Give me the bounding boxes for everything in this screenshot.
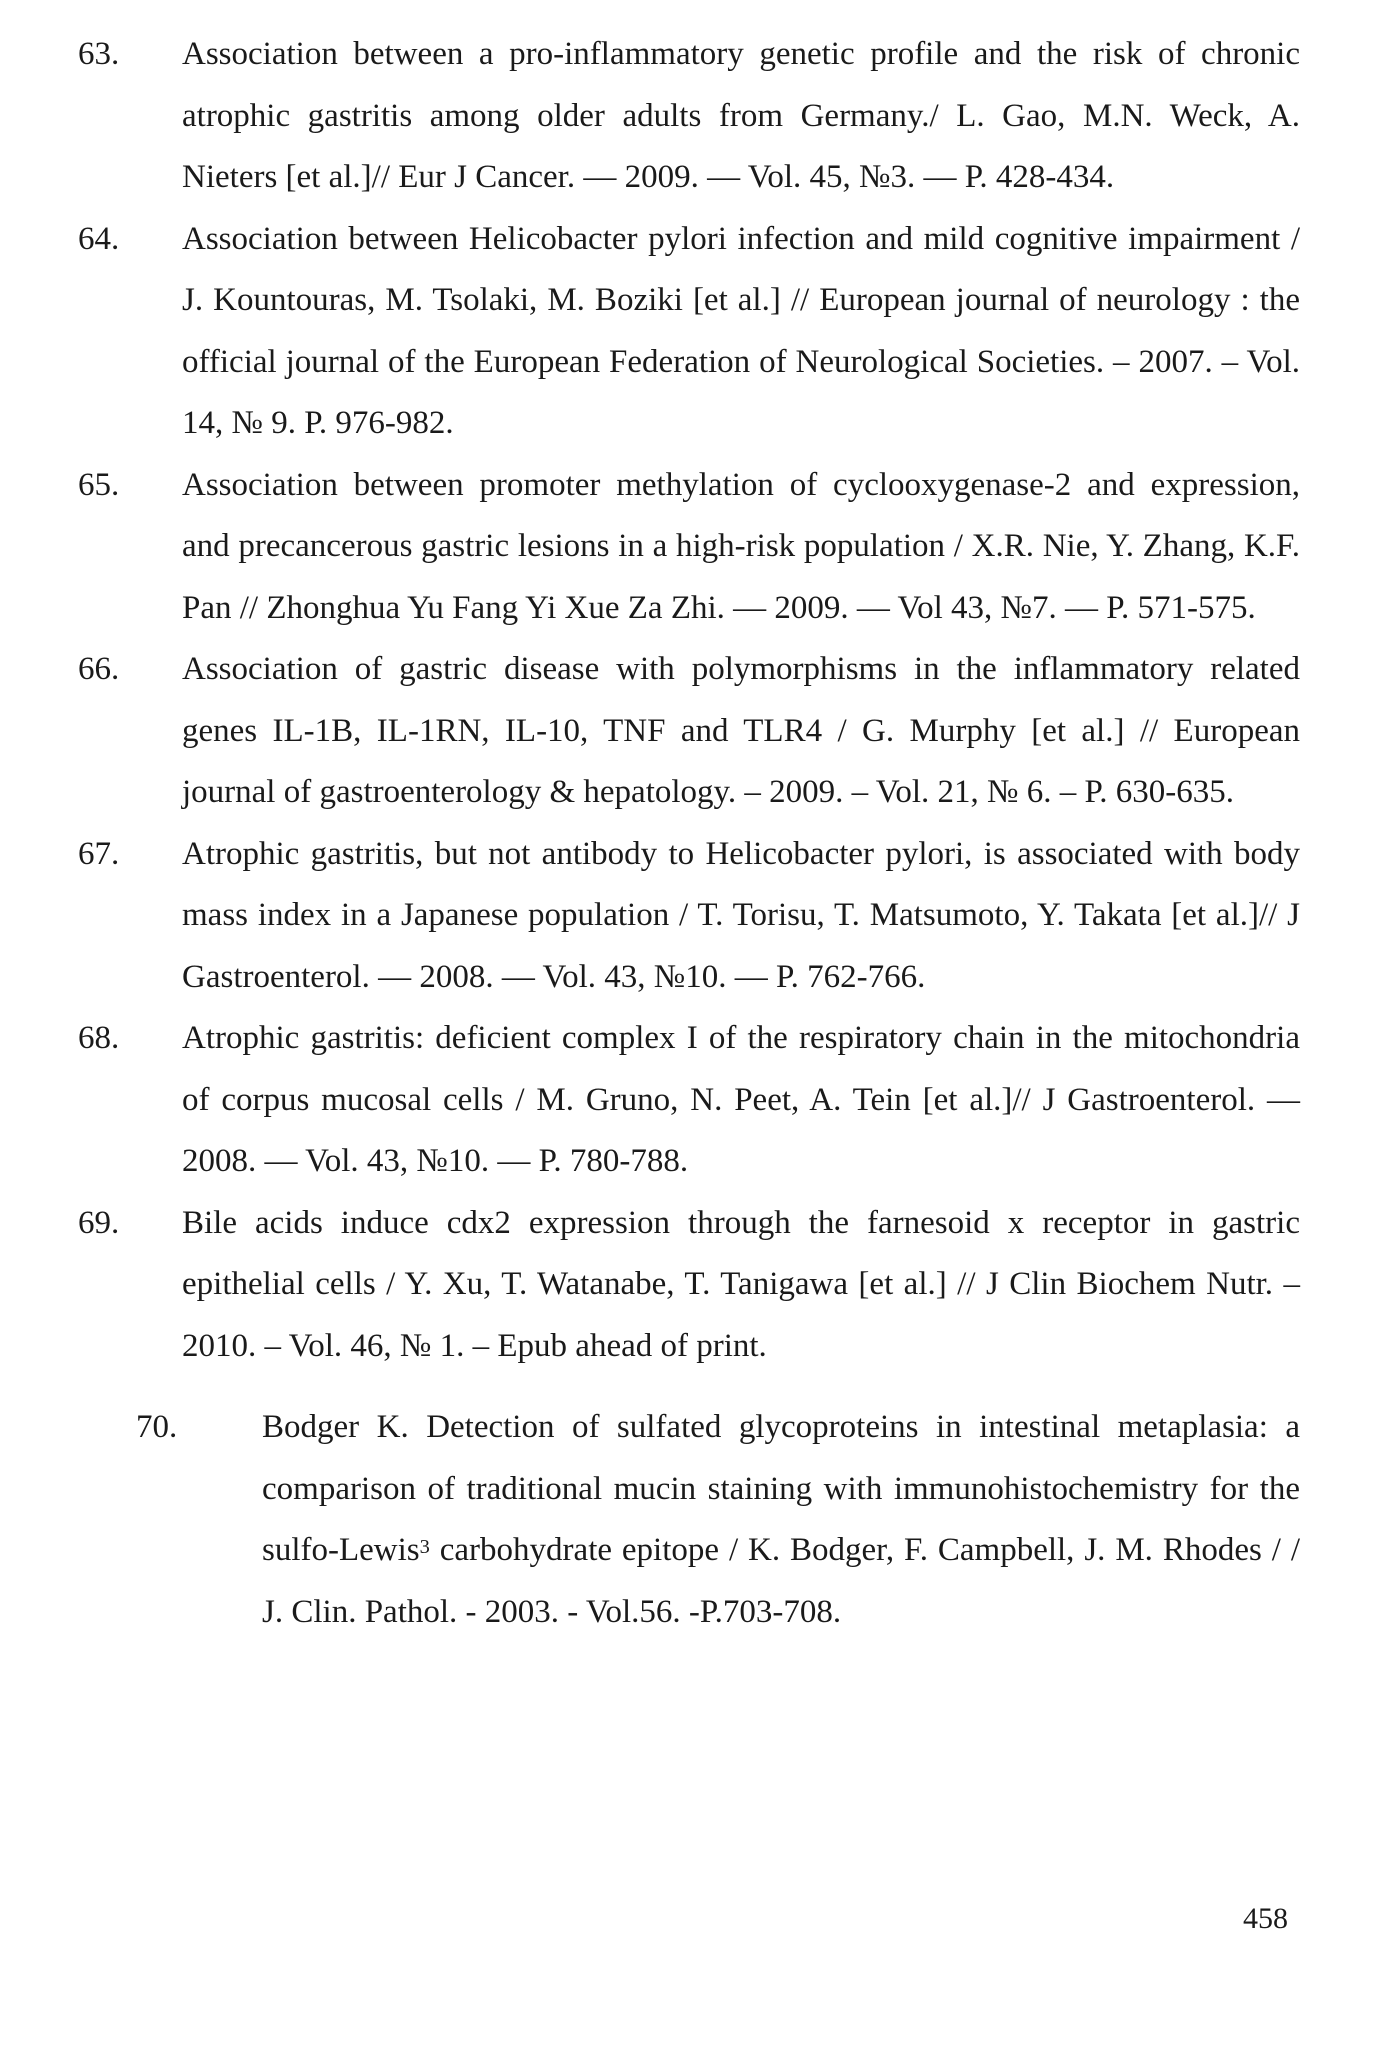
reference-number: 68. [78,1020,120,1056]
reference-item [78,1008,1300,1193]
reference-item [78,824,1300,1009]
reference-item [78,639,1300,824]
superscript: 3 [419,1535,430,1558]
reference-item [78,24,1300,209]
reference-text: Atrophic gastritis, but not antibody to Helicobacter pylori, is associated with body mass index in a Japanese population / T. Torisu, T. Matsumoto, Y. Takata [et al.]// J Gastroenterol. — 2008. — Vol. 43, №10. — P. 762-766. [182,835,1300,995]
reference-text-part: Bodger K. Detection of sulfated glycoproteins in intestinal metaplasia: a comparison of traditional mucin staining with immunohistochemistry for the sulfo-Lewis [262,1409,1300,1568]
reference-number: 70. [136,1409,178,1445]
reference-list [78,24,1300,1643]
reference-text [262,1409,1300,1630]
reference-number: 66. [78,651,120,687]
reference-item [78,1397,1300,1643]
reference-number: 65. [78,466,120,503]
reference-text: Association of gastric disease with polymorphisms in the inflammatory related genes IL-1B, IL-1RN, IL-10, TNF and TLR4 / G. Murphy [et al.] // European journal of gastroenterology & hepatology. – 2009. – Vol. 21, № 6. – P. 630-635. [182,651,1300,810]
reference-item [78,455,1300,640]
reference-number: 63. [78,36,120,72]
reference-text-part: carbohydrate epitope / K. Bodger, F. Campbell, J. M. Rhodes / / J. Clin. Pathol. - 2003. - Vol.56. -P.703-708. [262,1532,1300,1630]
reference-item [78,209,1300,455]
reference-text: Atrophic gastritis: deficient complex I of the respiratory chain in the mitochondria of corpus mucosal cells / M. Gruno, N. Peet, A. Tein [et al.]// J Gastroenterol. — 2008. — Vol. 43, №10. — P. 780-788. [182,1020,1300,1179]
reference-number: 69. [78,1204,120,1241]
reference-number: 67. [78,835,120,872]
reference-item [78,1193,1300,1378]
reference-text: Association between Helicobacter pylori infection and mild cognitive impairment / J. Kountouras, M. Tsolaki, M. Boziki [et al.] // European journal of neurology : the official journal of the European Federation of Neurological Societies. – 2007. – Vol. 14, № 9. P. 976-982. [182,220,1300,441]
reference-number: 64. [78,220,120,257]
reference-text: Association between promoter methylation of cyclooxygenase-2 and expression, and precancerous gastric lesions in a high-risk population / X.R. Nie, Y. Zhang, K.F. Pan // Zhonghua Yu Fang Yi Xue Za Zhi. — 2009. — Vol 43, №7. — P. 571-575. [182,466,1300,626]
reference-text: Association between a pro-inflammatory genetic profile and the risk of chronic atrophic gastritis among older adults from Germany./ L. Gao, M.N. Weck, A. Nieters [et al.]// Eur J Cancer. — 2009. — Vol. 45, №3. — P. 428-434. [182,36,1300,195]
page-number: 458 [1243,1902,1288,1935]
reference-text: Bile acids induce cdx2 expression through the farnesoid x receptor in gastric epithelial cells / Y. Xu, T. Watanabe, T. Tanigawa [et al.] // J Clin Biochem Nutr. – 2010. – Vol. 46, № 1. – Epub ahead of print. [182,1204,1300,1364]
